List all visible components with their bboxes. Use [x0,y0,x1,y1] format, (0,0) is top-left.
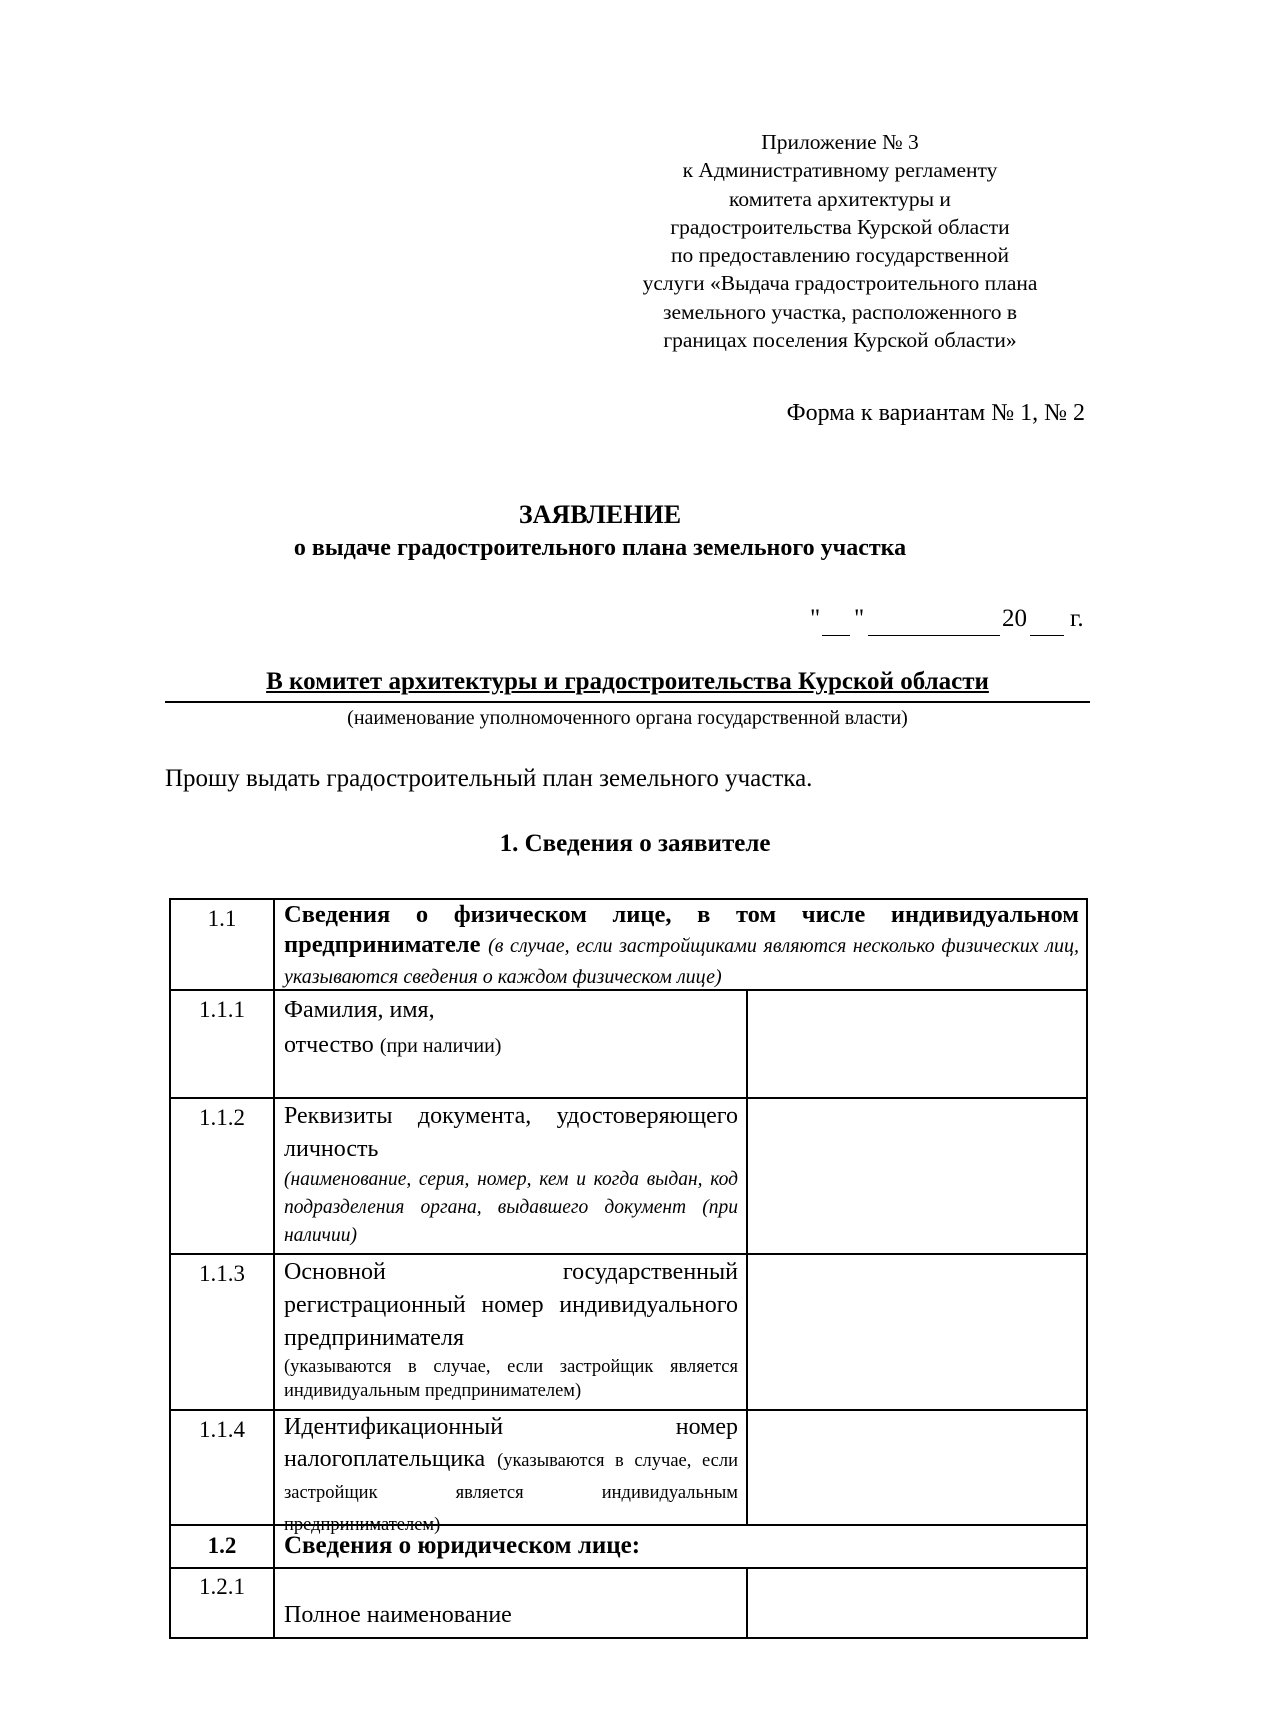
row-note: (указываются в случае, если застройщик является индивидуальным предпринимателем) [284,1357,738,1401]
appendix-line: Приложение № 3 [761,130,919,154]
value-cell-1-1-1[interactable] [748,991,1085,1097]
row-label-main: Идентификационный номер налогоплательщика [284,1414,738,1472]
appendix-line: услуги «Выдача градостроительного плана [642,271,1038,296]
row-note: (при наличии) [379,1035,502,1057]
document-title: ЗАЯВЛЕНИЕ [518,500,682,529]
row-label-line: отчество [284,1032,374,1058]
table-border-right [1086,898,1088,1639]
row-1-1-1-label [284,994,739,1094]
row-1-1-3-label [284,1256,738,1408]
value-cell-1-2-1[interactable] [748,1569,1085,1637]
row-note: (в случае, если застройщиками являются несколько физических лиц, указываются сведения о каждом физическом лице) [284,935,1080,988]
date-quote-open: " [810,605,821,632]
year-prefix: 20 [1002,605,1027,632]
row-rule [169,1637,1088,1639]
table-divider-num [273,898,275,1639]
row-number: 1.2.1 [199,1574,245,1599]
row-number: 1.1.3 [199,1261,245,1286]
row-1-1-label [284,900,1079,988]
document-subtitle: о выдаче градостроительного плана земельного участка [293,535,907,561]
row-1-1-2-label [284,1100,738,1252]
value-cell-1-1-2[interactable] [748,1099,1085,1253]
row-label-line: Фамилия, имя, [284,997,435,1023]
row-number: 1.1.1 [199,997,245,1022]
section-title: 1. Сведения о заявителе [499,830,771,857]
appendix-line: земельного участка, расположенного в [662,299,1018,324]
row-heading: Сведения о физическом лице, в том числе индивидуальном предпринимателе [284,901,1079,958]
row-1-2-heading: Сведения о юридическом лице: [284,1532,641,1559]
row-number: 1.1.4 [199,1417,245,1442]
row-note: (наименование, серия, номер, кем и когда выдан, код подразделения органа, выдавшего документ (при наличии) [284,1169,738,1246]
appendix-line: к Административному регламенту [682,158,998,183]
appendix-line: градостроительства Курской области [670,214,1010,239]
row-note: (указываются в случае, если застройщик является индивидуальным предпринимателем) [284,1451,738,1535]
authority-name: В комитет архитектуры и градостроительства Курской области [266,668,989,695]
value-cell-1-1-4[interactable] [748,1411,1085,1524]
row-1-1-4-label [284,1411,738,1535]
appendix-line: границах поселения Курской области» [663,328,1017,353]
request-text: Прошу выдать градостроительный план земельного участка. [165,765,813,792]
row-number: 1.1.2 [199,1105,245,1130]
year-suffix: г. [1070,605,1084,632]
authority-caption: (наименование уполномоченного органа государственной власти) [347,707,908,729]
appendix-line: комитета архитектуры и [729,186,951,211]
appendix-line: по предоставлению государственной [671,243,1009,268]
date-quote-close: " [854,605,865,632]
row-label-main: Основной государственный регистрационный номер индивидуального предпринимателя [284,1259,738,1351]
row-number: 1.1 [207,906,237,931]
row-label-main: Реквизиты документа, удостоверяющего личность [284,1103,738,1162]
row-number: 1.2 [207,1533,237,1558]
form-variant: Форма к вариантам № 1, № 2 [786,400,1085,426]
row-1-2-1-label: Полное наименование [284,1602,512,1628]
value-cell-1-1-3[interactable] [748,1255,1085,1409]
